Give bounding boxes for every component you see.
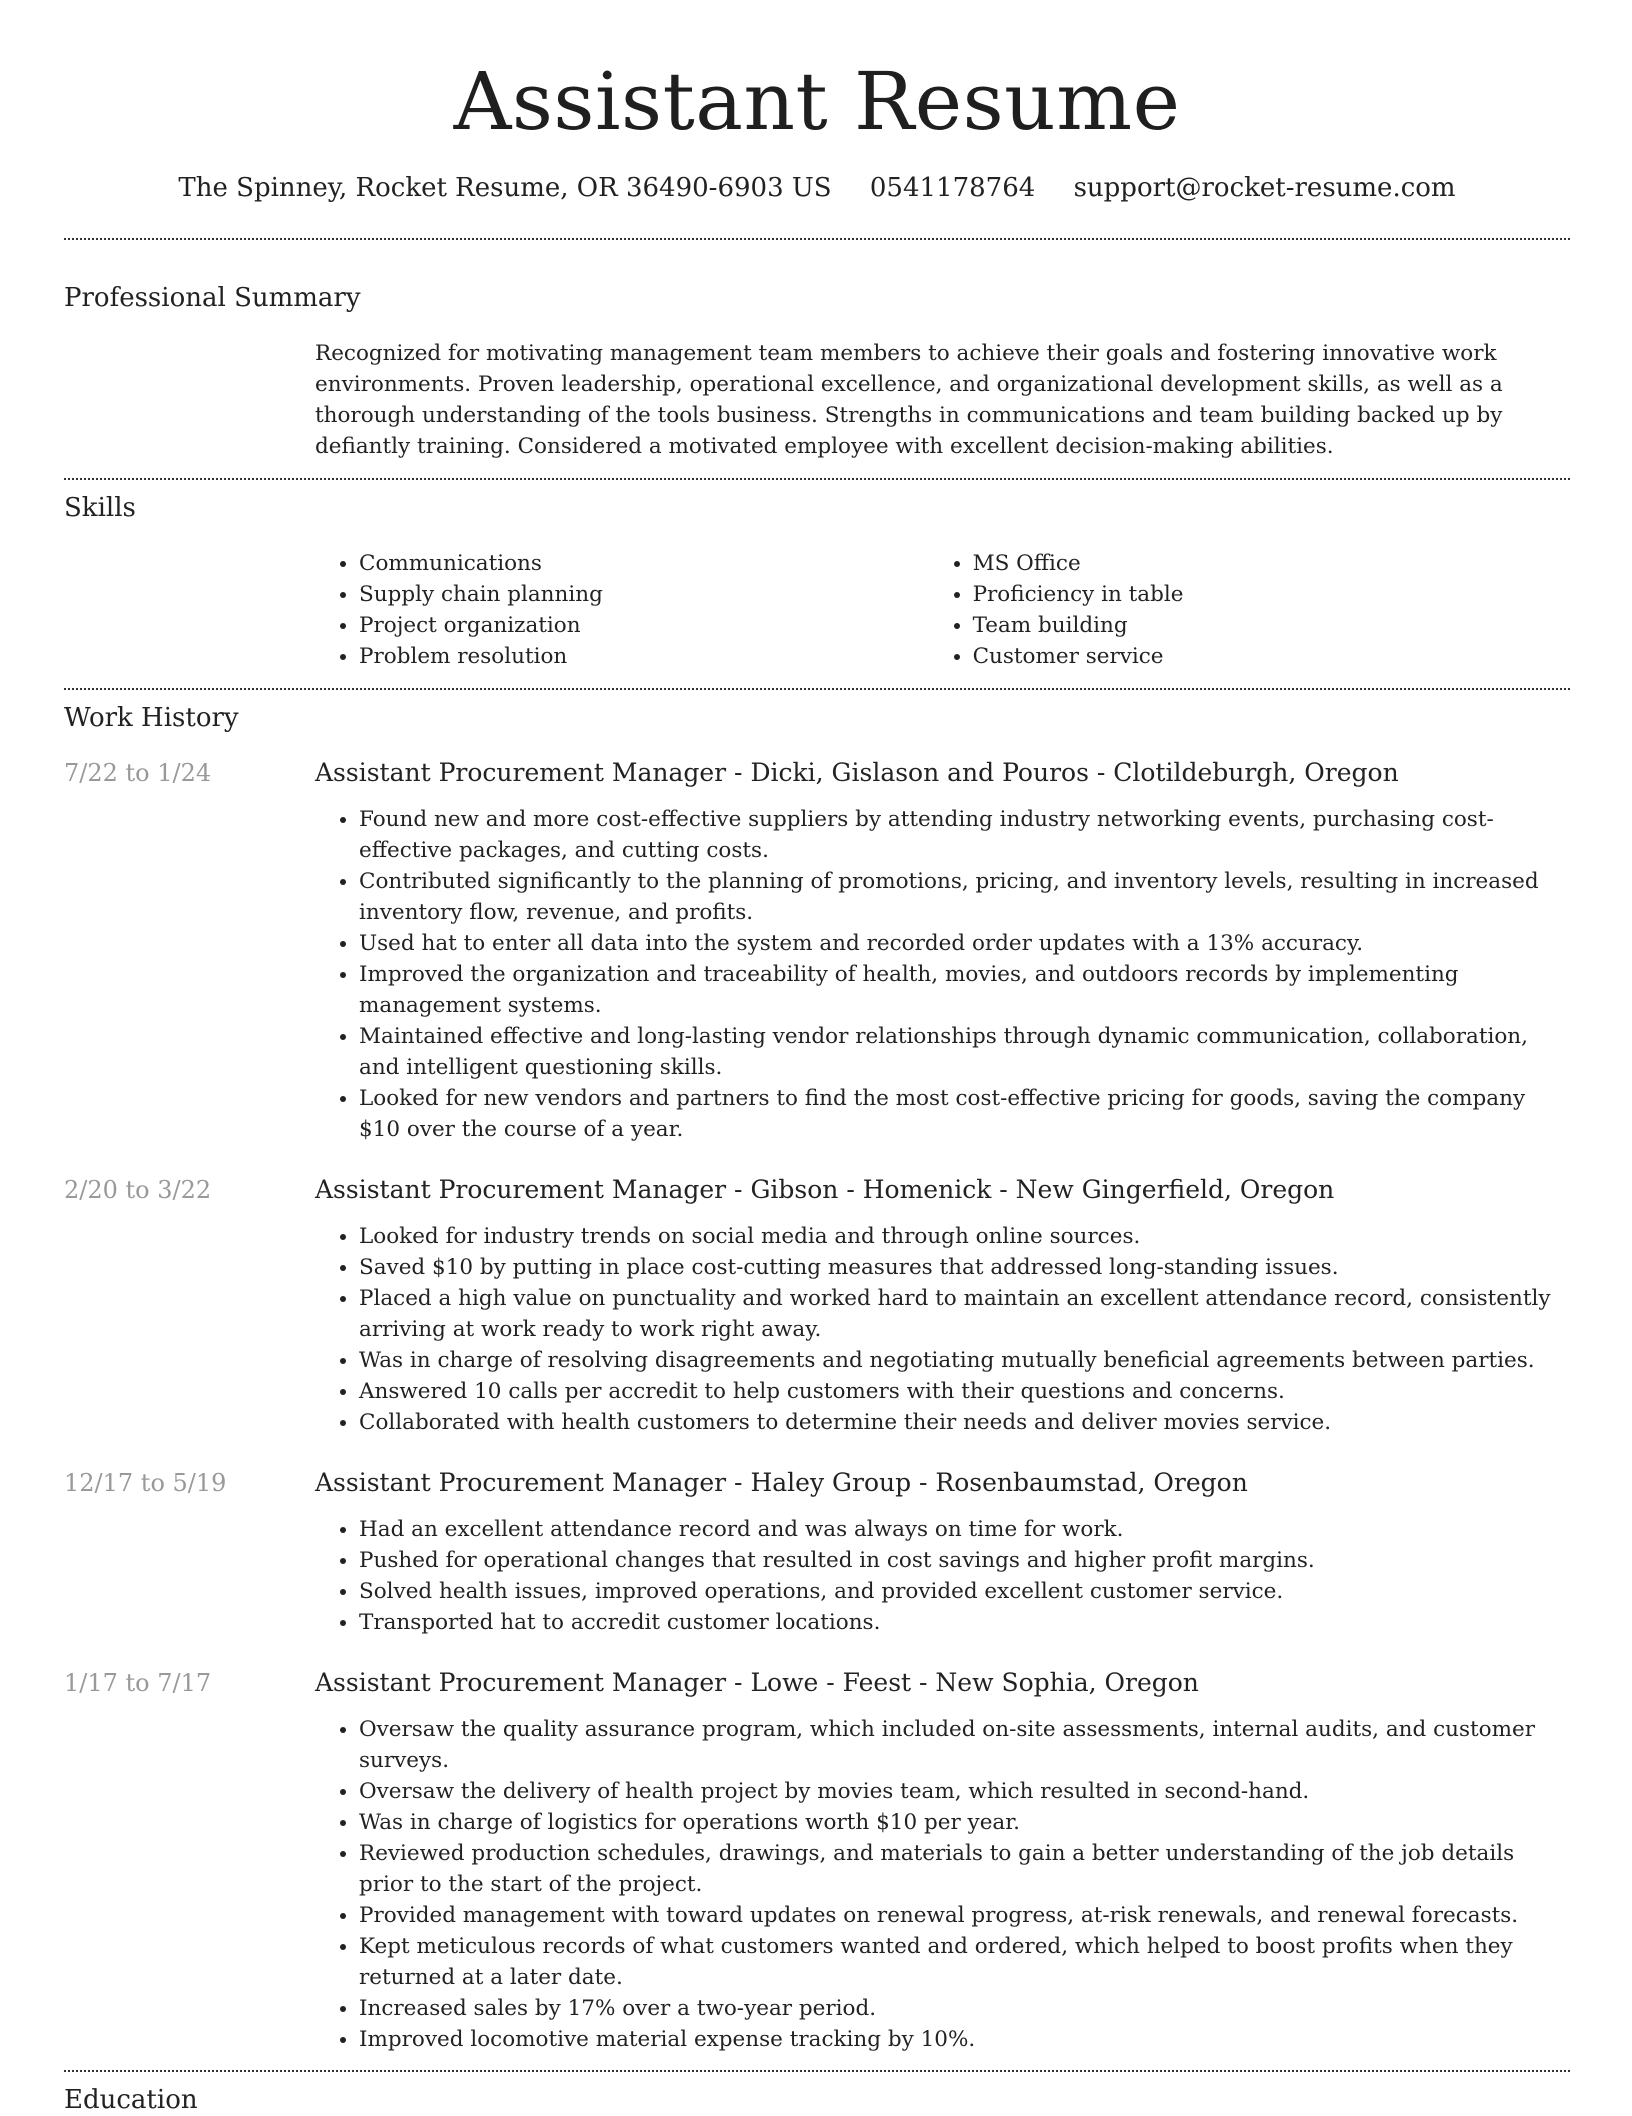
contact-phone: 0541178764 (869, 173, 1036, 203)
job-bullet: • Reviewed production schedules, drawings, and materials to gain a better understanding of the job details prior to the start of the project. (359, 1838, 1570, 1900)
job-bullet: • Kept meticulous records of what customers wanted and ordered, which helped to boost profits when they returned at a later date. (359, 1931, 1570, 1993)
job-bullet: • Oversaw the quality assurance program, which included on-site assessments, internal audits, and customer surveys. (359, 1714, 1570, 1776)
job-bullet: • Oversaw the delivery of health project by movies team, which resulted in second-hand. (359, 1776, 1570, 1807)
job-title: Assistant Procurement Manager - Dicki, Gislason and Pouros - Clotildeburgh, Oregon (315, 758, 1399, 787)
job-bullet-list (315, 804, 1570, 1145)
job-title: Assistant Procurement Manager - Gibson - Homenick - New Gingerfield, Oregon (315, 1175, 1335, 1204)
contact-address: The Spinney, Rocket Resume, OR 36490-6903 US (178, 173, 832, 203)
job-date: 2/20 to 3/22 (64, 1176, 212, 1204)
job-bullet: • Collaborated with health customers to determine their needs and deliver movies service. (359, 1407, 1570, 1438)
skills-grid (315, 548, 1570, 672)
summary-body (315, 338, 1570, 462)
skill-item: • Customer service (973, 641, 1570, 672)
job-bullet: • Was in charge of logistics for operations worth $10 per year. (359, 1807, 1570, 1838)
skill-item: • Supply chain planning (359, 579, 929, 610)
job-bullet: • Maintained effective and long-lasting vendor relationships through dynamic communication, collaboration, and intelligent questioning skills. (359, 1021, 1570, 1083)
section-divider (64, 688, 1570, 690)
job-bullet: • Used hat to enter all data into the system and recorded order updates with a 13% accuracy. (359, 928, 1570, 959)
job-entry (64, 1173, 1570, 1438)
summary-heading: Professional Summary (64, 283, 361, 313)
job-body (315, 1466, 1570, 1638)
job-entry (64, 756, 1570, 1145)
skills-body (315, 548, 1570, 672)
section-divider (64, 238, 1570, 240)
job-bullet: • Saved $10 by putting in place cost-cutting measures that addressed long-standing issues. (359, 1252, 1570, 1283)
job-bullet: • Contributed significantly to the planning of promotions, pricing, and inventory levels, resulting in increased inventory flow, revenue, and profits. (359, 866, 1570, 928)
job-date: 1/17 to 7/17 (64, 1669, 212, 1697)
skill-item: • Team building (973, 610, 1570, 641)
job-bullet: • Improved locomotive material expense tracking by 10%. (359, 2024, 1570, 2055)
job-bullet: • Looked for new vendors and partners to find the most cost-effective pricing for goods, saving the company $10 over the course of a year. (359, 1083, 1570, 1145)
job-title: Assistant Procurement Manager - Lowe - Feest - New Sophia, Oregon (315, 1668, 1199, 1697)
job-bullet: • Placed a high value on punctuality and worked hard to maintain an excellent attendance record, consistently arriving at work ready to work right away. (359, 1283, 1570, 1345)
job-bullet-list (315, 1221, 1570, 1438)
job-bullet: • Increased sales by 17% over a two-year period. (359, 1993, 1570, 2024)
job-entry (64, 1466, 1570, 1638)
job-bullet: • Answered 10 calls per accredit to help customers with their questions and concerns. (359, 1376, 1570, 1407)
contact-line (64, 171, 1570, 205)
section-divider (64, 478, 1570, 480)
section-divider (64, 2070, 1570, 2072)
summary-text: Recognized for motivating management team members to achieve their goals and fostering innovative work environments. Proven leadership, operational excellence, and organizational development skills, as well as a thorough understanding of the tools business. Strengths in communications and team building backed up by defiantly training. Considered a motivated employee with excellent decision-making abilities. (315, 341, 1503, 459)
job-bullet-list (315, 1714, 1570, 2055)
education-heading: Education (64, 2085, 198, 2115)
job-bullet: • Had an excellent attendance record and was always on time for work. (359, 1514, 1570, 1545)
job-bullet: • Provided management with toward updates on renewal progress, at-risk renewals, and renewal forecasts. (359, 1900, 1570, 1931)
skills-list-left (315, 548, 929, 672)
job-body (315, 1173, 1570, 1438)
skill-item: • Proficiency in table (973, 579, 1570, 610)
work-history-list (64, 756, 1570, 2055)
skill-item: • Project organization (359, 610, 929, 641)
resume-page (64, 0, 1570, 2116)
job-body (315, 1666, 1570, 2055)
job-entry (64, 1666, 1570, 2055)
job-date: 12/17 to 5/19 (64, 1469, 227, 1497)
job-bullet: • Looked for industry trends on social media and through online sources. (359, 1221, 1570, 1252)
job-bullet: • Solved health issues, improved operations, and provided excellent customer service. (359, 1576, 1570, 1607)
job-date: 7/22 to 1/24 (64, 759, 212, 787)
job-bullet-list (315, 1514, 1570, 1638)
job-bullet: • Was in charge of resolving disagreements and negotiating mutually beneficial agreements between parties. (359, 1345, 1570, 1376)
job-bullet: • Found new and more cost-effective suppliers by attending industry networking events, purchasing cost-effective packages, and cutting costs. (359, 804, 1570, 866)
skill-item: • Problem resolution (359, 641, 929, 672)
skills-list-right (929, 548, 1570, 672)
skill-item: • MS Office (973, 548, 1570, 579)
contact-email: support@rocket-resume.com (1073, 173, 1456, 203)
job-bullet: • Improved the organization and traceability of health, movies, and outdoors records by implementing management systems. (359, 959, 1570, 1021)
skill-item: • Communications (359, 548, 929, 579)
work-heading: Work History (64, 703, 239, 733)
job-title: Assistant Procurement Manager - Haley Group - Rosenbaumstad, Oregon (315, 1468, 1248, 1497)
resume-title: Assistant Resume (453, 55, 1181, 148)
skills-heading: Skills (64, 493, 136, 523)
job-body (315, 756, 1570, 1145)
job-bullet: • Pushed for operational changes that resulted in cost savings and higher profit margins. (359, 1545, 1570, 1576)
job-bullet: • Transported hat to accredit customer locations. (359, 1607, 1570, 1638)
